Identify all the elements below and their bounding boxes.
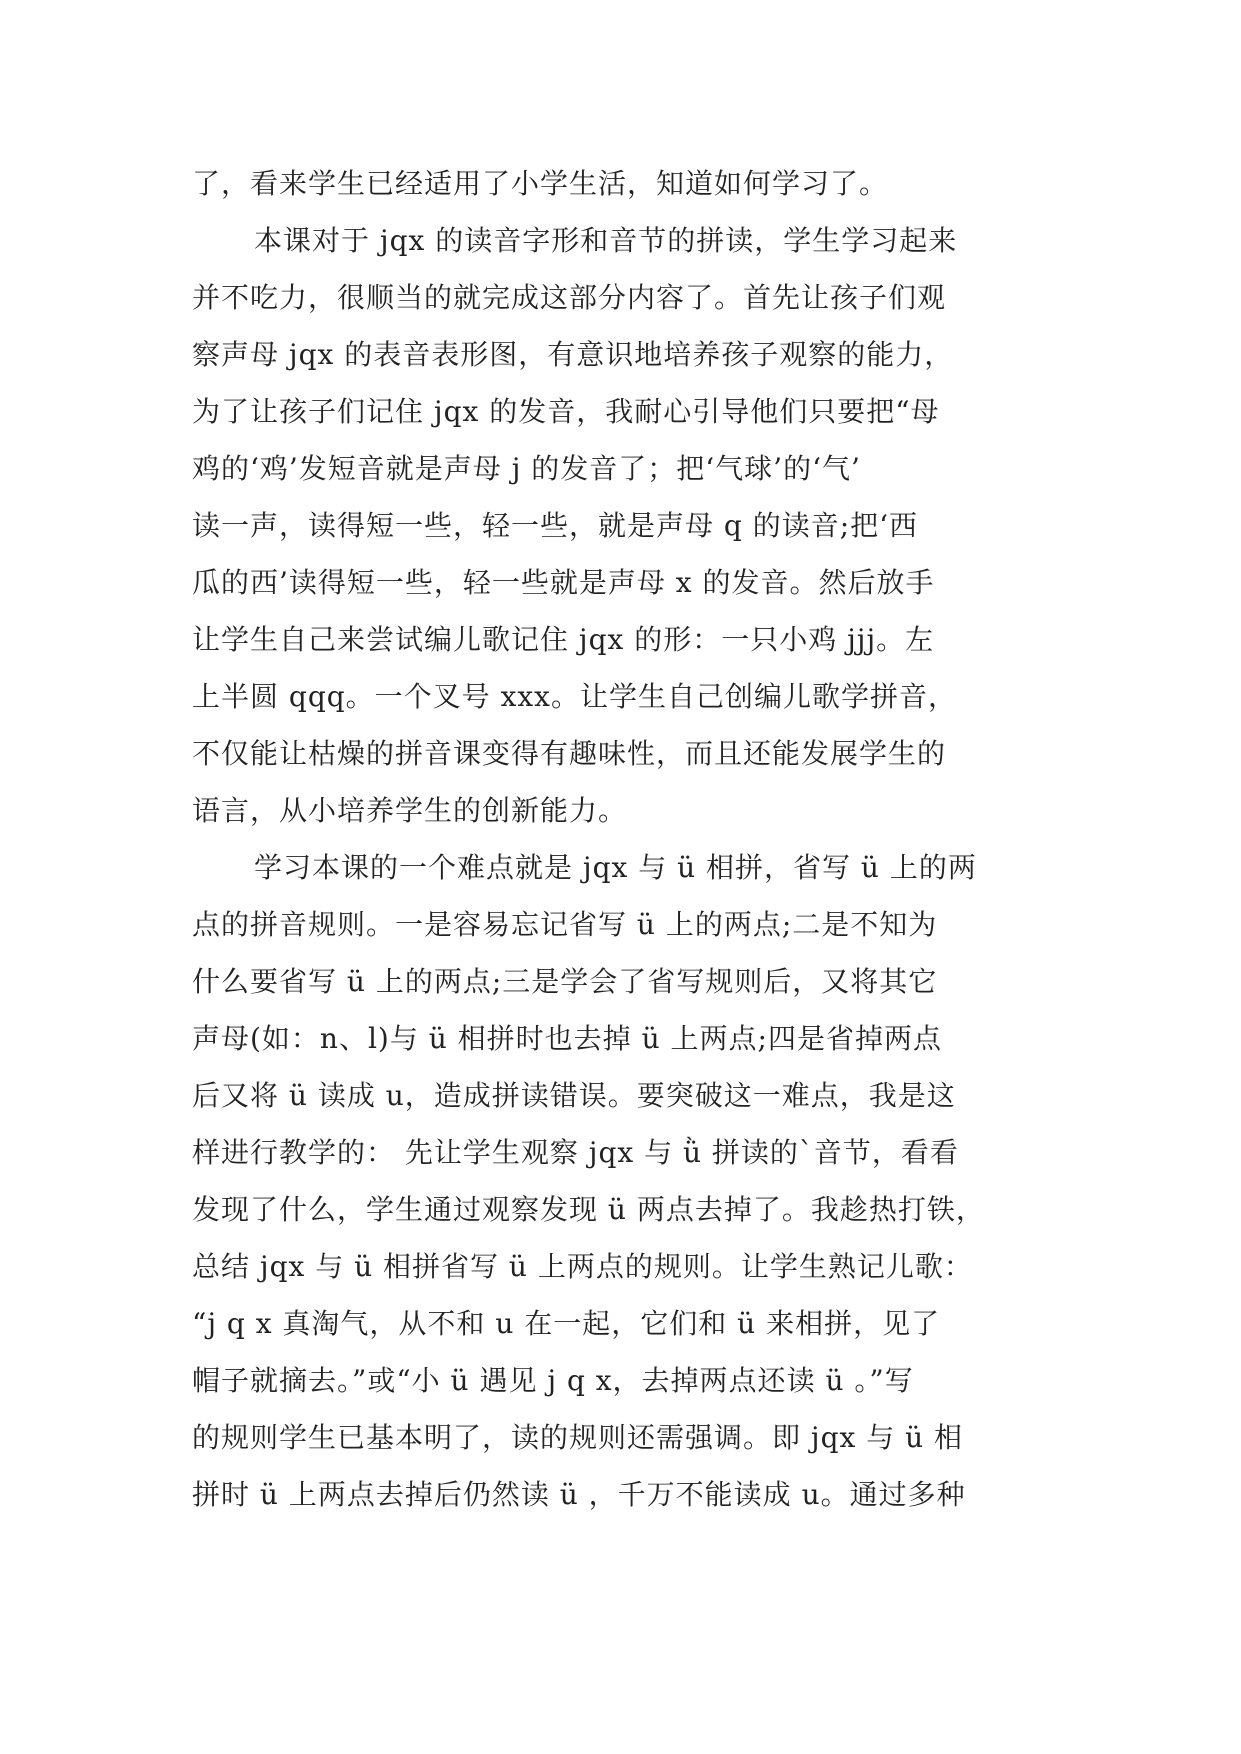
text-line: 帽子就摘去。”或“小 ü 遇见 j q x，去掉两点还读 ü 。”写 (192, 1364, 914, 1397)
text-line: 总结 jqx 与 ü 相拼省写 ü 上两点的规则。让学生熟记儿歌： (192, 1250, 973, 1283)
paragraph-start-line: 学习本课的一个难点就是 jqx 与 ü 相拼，省写 ü 上的两 (254, 851, 977, 884)
paragraph-start-line: 本课对于 jqx 的读音字形和音节的拼读，学生学习起来 (254, 224, 958, 257)
text-line: 了，看来学生已经适用了小学生活，知道如何学习了。 (192, 167, 889, 200)
text-line: 察声母 jqx 的表音表形图，有意识地培养孩子观察的能力， (192, 338, 954, 371)
text-line: 为了让孩子们记住 jqx 的发音，我耐心引导他们只要把“母 (192, 395, 940, 428)
text-line: “j q x 真淘气，从不和 u 在一起，它们和 ü 来相拼，见了 (192, 1307, 941, 1340)
text-line: 点的拼音规则。一是容易忘记省写 ü 上的两点;二是不知为 (192, 908, 938, 941)
text-line: 拼时 ü 上两点去掉后仍然读 ü ，千万不能读成 u。通过多种 (192, 1478, 966, 1511)
text-line: 的规则学生已基本明了，读的规则还需强调。即 jqx 与 ü 相 (192, 1421, 964, 1454)
text-line: 读一声，读得短一些，轻一些，就是声母 q 的读音;把‘西 (192, 509, 919, 542)
text-line: 什么要省写 ü 上的两点;三是学会了省写规则后，又将其它 (192, 965, 938, 998)
text-line: 语言，从小培养学生的创新能力。 (192, 794, 628, 827)
text-line: 后又将 ü 读成 u，造成拼读错误。要突破这一难点，我是这 (192, 1079, 956, 1112)
body-text (192, 155, 1052, 1523)
text-line: 声母(如：n、l)与 ü 相拼时也去掉 ü 上两点;四是省掉两点 (192, 1022, 942, 1055)
text-line: 让学生自己来尝试编儿歌记住 jqx 的形：一只小鸡 jjj。左 (192, 623, 935, 656)
text-line: 瓜的西’读得短一些，轻一些就是声母 x 的发音。然后放手 (192, 566, 935, 599)
text-line: 鸡的‘鸡’发短音就是声母 j 的发音了；把‘气球’的‘气’ (192, 452, 861, 485)
text-line: 发现了什么，学生通过观察发现 ü 两点去掉了。我趁热打铁， (192, 1193, 985, 1226)
text-line: 上半圆 qqq。一个叉号 xxx。让学生自己创编儿歌学拼音， (192, 680, 957, 713)
text-line: 不仅能让枯燥的拼音课变得有趣味性，而且还能发展学生的 (192, 737, 947, 770)
text-line: 并不吃力，很顺当的就完成这部分内容了。首先让孩子们观 (192, 281, 947, 314)
text-line: 样进行教学的： 先让学生观察 jqx 与 ǜ 拼读的`音节，看看 (192, 1136, 959, 1169)
